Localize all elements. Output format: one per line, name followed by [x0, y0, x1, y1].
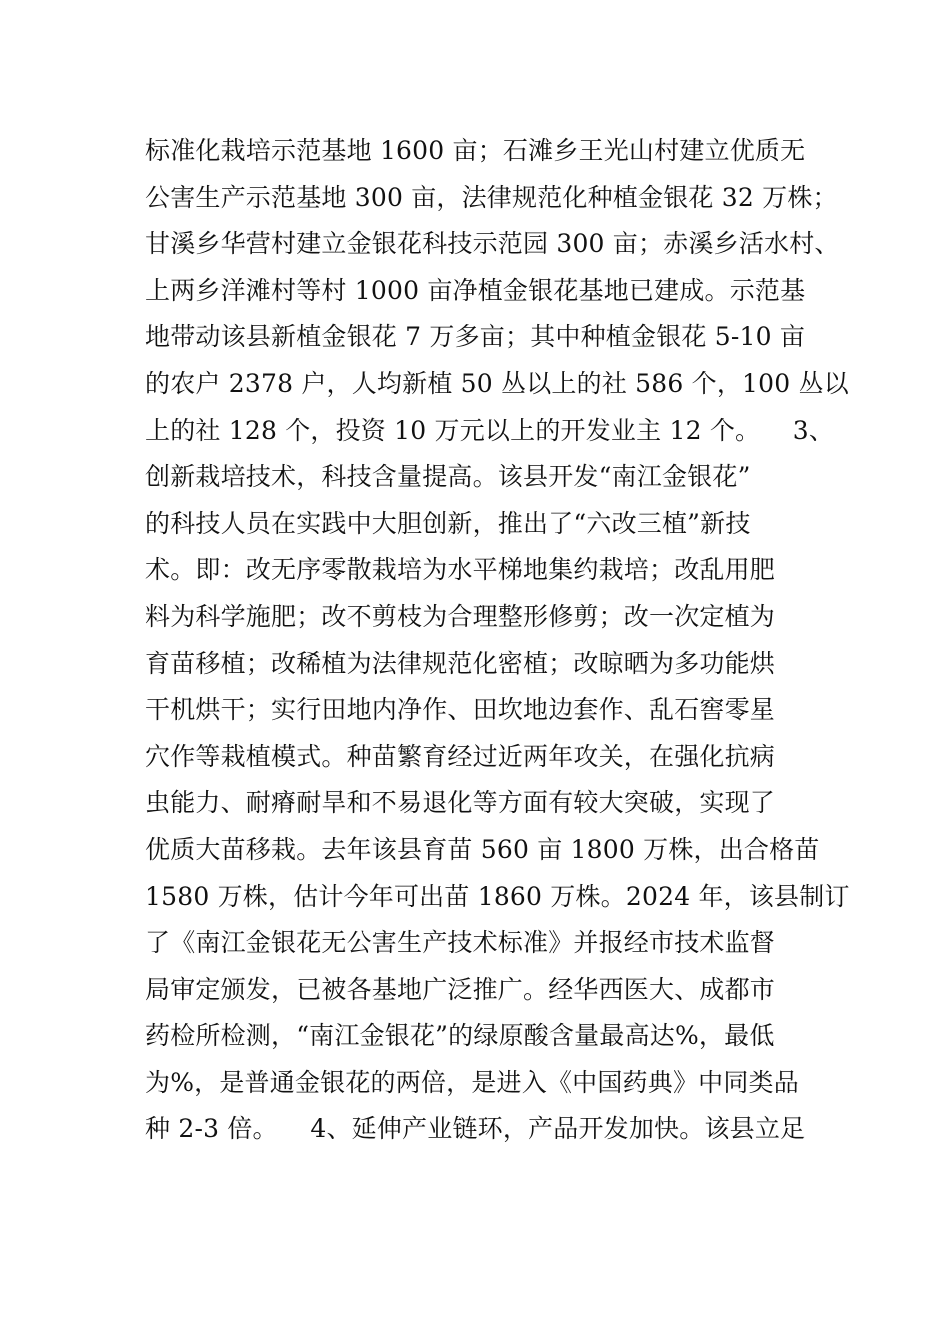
text-line: 药检所检测，“南江金银花”的绿原酸含量最高达%，最低 [145, 1021, 775, 1051]
text-line: 公害生产示范基地 300 亩，法律规范化种植金银花 32 万株； [145, 182, 838, 212]
text-line: 地带动该县新植金银花 7 万多亩；其中种植金银花 5-10 亩 [145, 322, 806, 352]
text-line: 优质大苗移栽。去年该县育苗 560 亩 1800 万株，出合格苗 [145, 834, 820, 864]
text-line: 上的社 128 个，投资 10 万元以上的开发业主 12 个。 3、 [145, 415, 835, 445]
text-line: 甘溪乡华营村建立金银花科技示范园 300 亩；赤溪乡活水村、 [145, 229, 840, 259]
text-line: 料为科学施肥；改不剪枝为合理整形修剪；改一次定植为 [145, 601, 776, 631]
text-line: 创新栽培技术，科技含量提高。该县开发“南江金银花” [145, 462, 751, 492]
body-text [145, 128, 850, 1153]
text-line: 为%，是普通金银花的两倍，是进入《中国药典》中同类品 [145, 1067, 799, 1097]
text-line: 穴作等栽植模式。种苗繁育经过近两年攻关，在强化抗病 [145, 741, 776, 771]
text-line: 的科技人员在实践中大胆创新，推出了“六改三植”新技 [145, 508, 751, 538]
text-line: 虫能力、耐瘠耐旱和不易退化等方面有较大突破，实现了 [145, 788, 776, 818]
text-line: 1580 万株，估计今年可出苗 1860 万株。2024 年，该县制订 [145, 881, 850, 911]
text-line: 局审定颁发，已被各基地广泛推广。经华西医大、成都市 [145, 974, 776, 1004]
text-line: 的农户 2378 户，人均新植 50 丛以上的社 586 个，100 丛以 [145, 368, 849, 398]
text-line: 术。即：改无序零散栽培为水平梯地集约栽培；改乱用肥 [145, 555, 776, 585]
text-line: 了《南江金银花无公害生产技术标准》并报经市技术监督 [145, 928, 776, 958]
text-line: 标准化栽培示范基地 1600 亩；石滩乡王光山村建立优质无 [145, 136, 806, 165]
text-line: 上两乡洋滩村等村 1000 亩净植金银花基地已建成。示范基 [145, 275, 806, 305]
text-line: 种 2-3 倍。 4、延伸产业链环，产品开发加快。该县立足 [145, 1114, 806, 1144]
text-line: 干机烘干；实行田地内净作、田坎地边套作、乱石窖零星 [145, 695, 776, 725]
text-line: 育苗移植；改稀植为法律规范化密植；改晾晒为多功能烘 [145, 648, 776, 678]
